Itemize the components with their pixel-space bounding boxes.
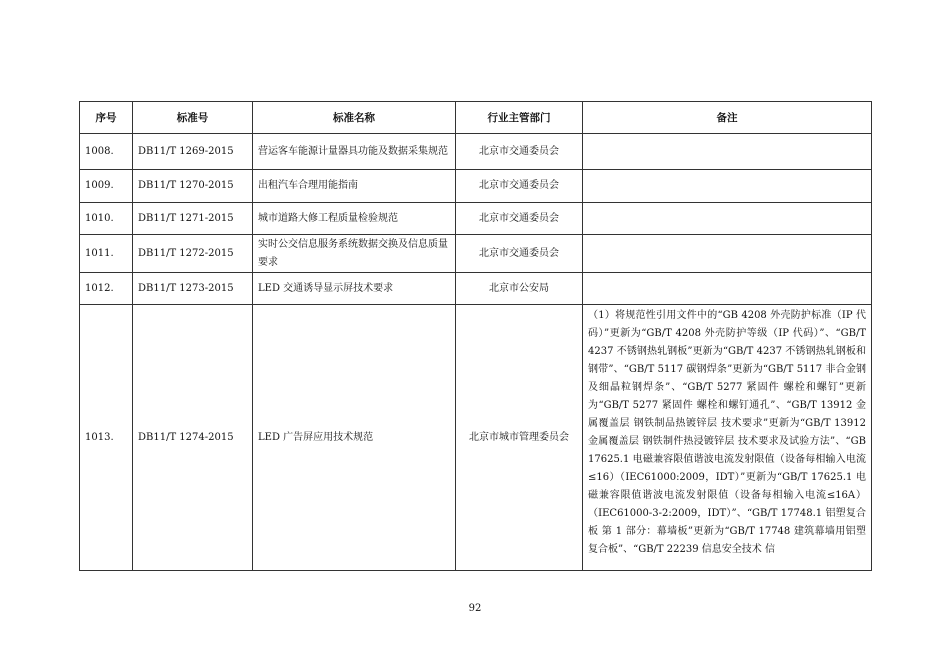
row-num: 1011. xyxy=(80,235,133,273)
row-dept: 北京市交通委员会 xyxy=(456,170,583,203)
row-code: DB11/T 1273-2015 xyxy=(133,273,253,305)
row-dept: 北京市交通委员会 xyxy=(456,134,583,170)
row-code: DB11/T 1272-2015 xyxy=(133,235,253,273)
table-row xyxy=(80,305,872,571)
row-note xyxy=(583,170,872,203)
row-name: LED 交通诱导显示屏技术要求 xyxy=(253,273,456,305)
header-name: 标准名称 xyxy=(253,102,456,134)
row-note xyxy=(583,134,872,170)
row-note xyxy=(583,203,872,235)
row-num: 1012. xyxy=(80,273,133,305)
row-num: 1010. xyxy=(80,203,133,235)
row-num: 1008. xyxy=(80,134,133,170)
header-dept: 行业主管部门 xyxy=(456,102,583,134)
standards-table xyxy=(79,101,872,571)
row-dept: 北京市城市管理委员会 xyxy=(456,305,583,571)
row-note xyxy=(583,273,872,305)
row-note-cell xyxy=(583,305,872,571)
row-code: DB11/T 1274-2015 xyxy=(133,305,253,571)
row-num: 1013. xyxy=(80,305,133,571)
header-num: 序号 xyxy=(80,102,133,134)
row-name: 城市道路大修工程质量检验规范 xyxy=(253,203,456,235)
row-note: （1）将规范性引用文件中的“GB 4208 外壳防护标准（IP 代码）”更新为“GB/T 4208 外壳防护等级（IP 代码）”、“GB/T 4237 不锈钢热轧钢板”更新为“GB/T 4237 不锈钢热轧钢板和钢带”、“GB/T 5117 碳钢焊条”更新为“GB/T 5117 非合金钢及细晶粒钢焊条”、“GB/T 5277 紧固件 螺栓和螺钉”更新为“GB/T 5277 紧固件 螺栓和螺钉通孔”、“GB/T 13912 金属覆盖层 钢铁制品热镀锌层 技术要求”更新为“GB/T 13912 金属覆盖层 钢铁制件热浸镀锌层 技术要求及试验方法”、“GB 17625.1 电磁兼容限值谐波电流发射限值（设备每相输入电流≤16）（IEC61000:2009，IDT）”更新为“GB/T 17625.1 电磁兼容限值谐波电流发射限值（设备每相输入电流≤16A）（IEC61000-3-2:2009，IDT）”、“GB/T 17748.1 铝塑复合板 第 1 部分：幕墙板”更新为“GB/T 17748 建筑幕墙用铝塑复合板”、“GB/T 22239 信息安全技术 信 xyxy=(588,309,866,555)
row-code: DB11/T 1269-2015 xyxy=(133,134,253,170)
table-row xyxy=(80,273,872,305)
row-num: 1009. xyxy=(80,170,133,203)
table-row xyxy=(80,134,872,170)
row-dept: 北京市交通委员会 xyxy=(456,235,583,273)
row-name: 出租汽车合理用能指南 xyxy=(253,170,456,203)
row-code: DB11/T 1271-2015 xyxy=(133,203,253,235)
row-name: 营运客车能源计量器具功能及数据采集规范 xyxy=(253,134,456,170)
row-dept: 北京市交通委员会 xyxy=(456,203,583,235)
row-name: LED 广告屏应用技术规范 xyxy=(253,305,456,571)
table-row xyxy=(80,203,872,235)
row-code: DB11/T 1270-2015 xyxy=(133,170,253,203)
header-note: 备注 xyxy=(583,102,872,134)
page-number: 92 xyxy=(468,603,482,614)
row-dept: 北京市公安局 xyxy=(456,273,583,305)
header-code: 标准号 xyxy=(133,102,253,134)
table-header-row xyxy=(80,102,872,134)
table-row xyxy=(80,235,872,273)
row-name: 实时公交信息服务系统数据交换及信息质量要求 xyxy=(253,235,456,273)
row-note xyxy=(583,235,872,273)
table-row xyxy=(80,170,872,203)
